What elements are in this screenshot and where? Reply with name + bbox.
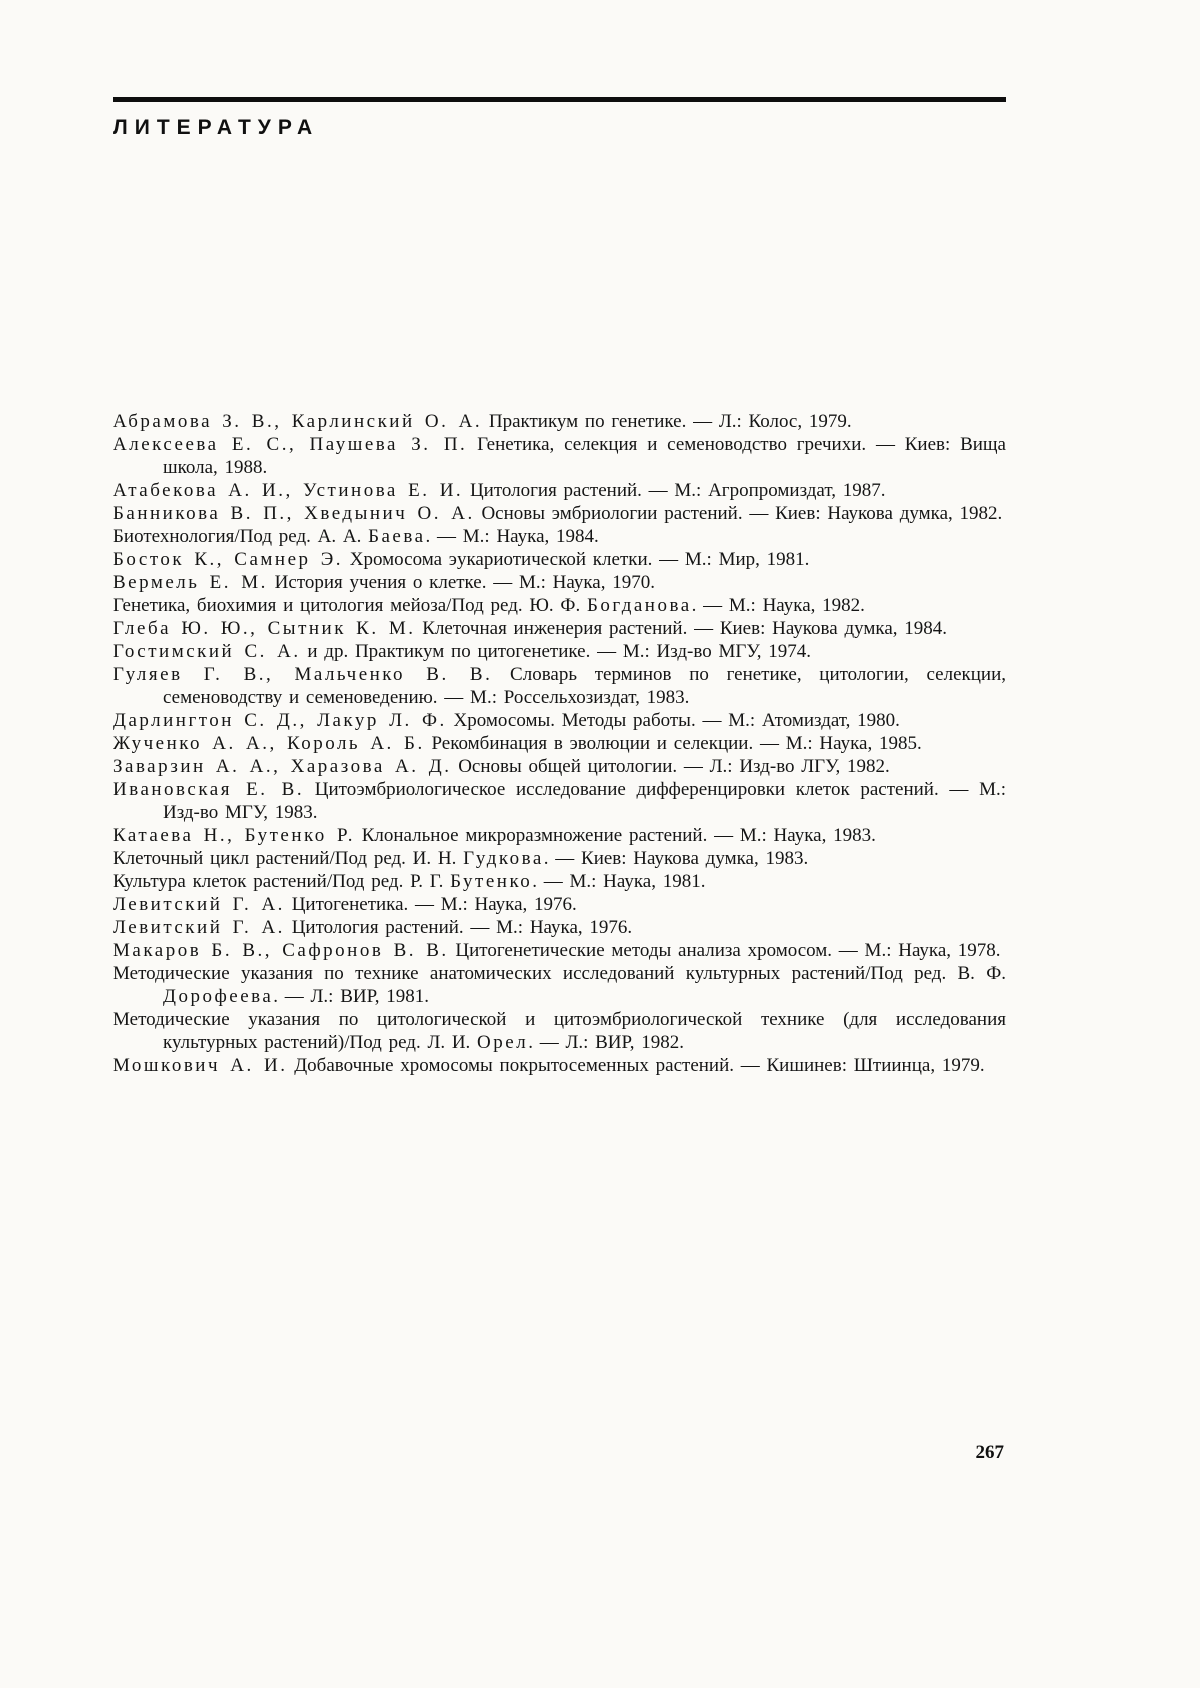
- reference-entry: [113, 1008, 1006, 1054]
- reference-entry: [113, 640, 1006, 663]
- reference-text: Культура клеток растений/Под ред. Р. Г.: [113, 871, 451, 892]
- author-name: Левитский Г. А.: [113, 917, 285, 938]
- author-name: Бутенко: [450, 871, 533, 892]
- reference-entry: [113, 778, 1006, 824]
- reference-text: . — М.: Наука, 1981.: [532, 871, 706, 892]
- reference-entry: [113, 916, 1006, 939]
- page-heading: ЛИТЕРАТУРА: [113, 116, 320, 139]
- reference-entry: [113, 732, 1006, 755]
- reference-entry: [113, 410, 1006, 433]
- reference-entry: [113, 870, 1006, 893]
- reference-text: История учения о клетке. — М.: Наука, 1970.: [267, 572, 655, 593]
- author-name: Банникова В. П., Хведынич О. А.: [113, 503, 475, 524]
- reference-entry: [113, 962, 1006, 1008]
- reference-entry: [113, 594, 1006, 617]
- author-name: Заварзин А. А., Харазова А. Д.: [113, 756, 452, 777]
- reference-text: . — Л.: ВИР, 1982.: [528, 1032, 684, 1053]
- reference-text: Цитогенетические методы анализа хромосом. — М.: Наука, 1978.: [448, 940, 1001, 961]
- reference-entry: [113, 893, 1006, 916]
- reference-text: Биотехнология/Под ред. А. А.: [113, 526, 369, 547]
- author-name: Абрамова З. В., Карлинский О. А.: [113, 411, 483, 432]
- reference-text: Клеточный цикл растений/Под ред. И. Н.: [113, 848, 464, 869]
- author-name: Макаров Б. В., Сафронов В. В.: [113, 940, 449, 961]
- reference-text: Цитогенетика. — М.: Наука, 1976.: [284, 894, 577, 915]
- reference-text: Основы эмбриологии растений. — Киев: Наукова думка, 1982.: [474, 503, 1003, 524]
- reference-entry: [113, 479, 1006, 502]
- reference-text: Рекомбинация в эволюции и селекции. — М.: Наука, 1985.: [424, 733, 922, 754]
- author-name: Гудкова: [463, 848, 544, 869]
- reference-text: Генетика, селекция и семеноводство гречихи. — Киев: Вища школа, 1988.: [163, 434, 1006, 478]
- author-name: Богданова: [586, 595, 692, 616]
- reference-text: Клеточная инженерия растений. — Киев: Наукова думка, 1984.: [415, 618, 948, 639]
- reference-text: Цитоэмбриологическое исследование дифференцировки клеток растений. — М.: Изд-во МГУ, 1983.: [163, 779, 1007, 823]
- reference-entry: [113, 939, 1006, 962]
- reference-entry: [113, 847, 1006, 870]
- reference-list: [113, 410, 1006, 1077]
- author-name: Гостимский С. А.: [113, 641, 301, 662]
- author-name: Алексеева Е. С., Паушева З. П.: [113, 434, 468, 455]
- reference-entry: [113, 502, 1006, 525]
- reference-text: Цитология растений. — М.: Наука, 1976.: [284, 917, 633, 938]
- reference-text: . — Л.: ВИР, 1981.: [273, 986, 430, 1007]
- reference-text: Методические указания по цитологической и цитоэмбриологической технике (для исследования культурных растений)/Под ред. Л. И.: [113, 1009, 1006, 1053]
- reference-entry: [113, 663, 1006, 709]
- reference-text: Добавочные хромосомы покрытосеменных растений. — Кишинев: Штиинца, 1979.: [287, 1055, 985, 1076]
- author-name: Катаева Н., Бутенко Р.: [113, 825, 355, 846]
- reference-text: Словарь терминов по генетике, цитологии, селекции, семеноводству и семеноведению. — М.: Россельхозиздат, 1983.: [163, 664, 1006, 708]
- top-rule: [113, 97, 1006, 102]
- reference-entry: [113, 1054, 1006, 1077]
- reference-text: Хромосома эукариотической клетки. — М.: Мир, 1981.: [343, 549, 810, 570]
- author-name: Баева: [368, 526, 426, 547]
- author-name: Ивановская Е. В.: [113, 779, 305, 800]
- author-name: Мошкович А. И.: [113, 1055, 288, 1076]
- author-name: Глеба Ю. Ю., Сытник К. М.: [113, 618, 416, 639]
- reference-text: и др. Практикум по цитогенетике. — М.: Изд-во МГУ, 1974.: [300, 641, 811, 662]
- reference-entry: [113, 548, 1006, 571]
- reference-text: Цитология растений. — М.: Агропромиздат, 1987.: [463, 480, 886, 501]
- reference-entry: [113, 755, 1006, 778]
- reference-entry: [113, 571, 1006, 594]
- reference-entry: [113, 525, 1006, 548]
- reference-text: Хромосомы. Методы работы. — М.: Атомиздат, 1980.: [446, 710, 900, 731]
- reference-text: . — М.: Наука, 1982.: [691, 595, 865, 616]
- reference-entry: [113, 709, 1006, 732]
- reference-text: Клональное микроразмножение растений. — М.: Наука, 1983.: [354, 825, 876, 846]
- author-name: Гуляев Г. В., Мальченко В. В.: [113, 664, 493, 685]
- author-name: Дорофеева: [163, 986, 274, 1007]
- author-name: Дарлингтон С. Д., Лакур Л. Ф.: [113, 710, 447, 731]
- author-name: Орел: [477, 1032, 529, 1053]
- author-name: Босток К., Самнер Э.: [113, 549, 344, 570]
- author-name: Жученко А. А., Король А. Б.: [113, 733, 425, 754]
- reference-text: Основы общей цитологии. — Л.: Изд-во ЛГУ, 1982.: [451, 756, 890, 777]
- author-name: Вермель Е. М.: [113, 572, 268, 593]
- reference-entry: [113, 617, 1006, 640]
- reference-text: . — М.: Наука, 1984.: [425, 526, 599, 547]
- reference-text: Генетика, биохимия и цитология мейоза/Под ред. Ю. Ф.: [113, 595, 587, 616]
- reference-text: Методические указания по технике анатомических исследований культурных растений/Под ред. В. Ф.: [113, 963, 1006, 984]
- page-number: 267: [975, 1442, 1004, 1463]
- reference-text: Практикум по генетике. — Л.: Колос, 1979.: [482, 411, 852, 432]
- reference-entry: [113, 433, 1006, 479]
- reference-text: . — Киев: Наукова думка, 1983.: [543, 848, 809, 869]
- reference-entry: [113, 824, 1006, 847]
- author-name: Левитский Г. А.: [113, 894, 285, 915]
- author-name: Атабекова А. И., Устинова Е. И.: [113, 480, 464, 501]
